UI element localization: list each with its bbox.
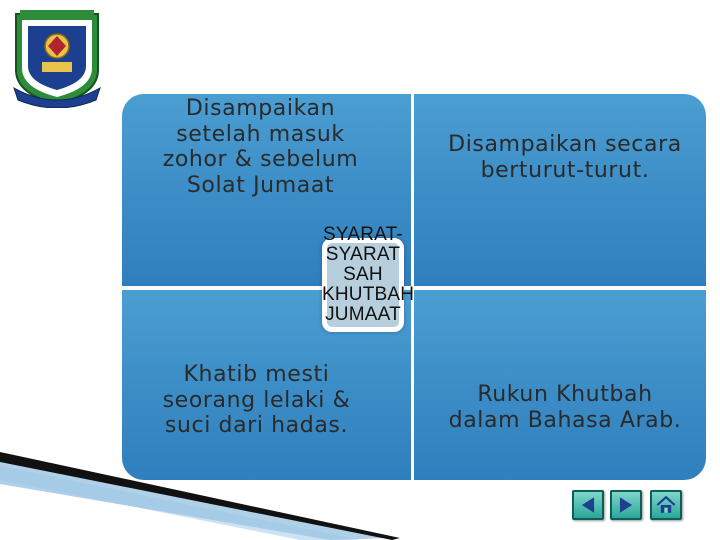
quadrant-bottom-right-text: Rukun Khutbah dalam Bahasa Arab. — [448, 382, 682, 433]
quadrant-top-right-text: Disampaikan secara berturut-turut. — [448, 132, 682, 183]
previous-slide-button[interactable] — [572, 490, 604, 520]
university-crest-logo — [8, 8, 106, 108]
quadrant-top-right — [414, 94, 706, 286]
quadrant-bottom-right — [414, 290, 706, 480]
quadrant-bottom-left-text: Khatib mesti seorang lelaki & suci dari hadas. — [162, 362, 351, 439]
center-title: SYARAT- SYARAT SAH KHUTBAH JUMAAT — [322, 224, 415, 325]
home-icon — [652, 492, 680, 518]
quadrant-top-left-text: Disampaikan setelah masuk zohor & sebelum Solat Jumaat — [162, 96, 359, 199]
home-button[interactable] — [650, 490, 682, 520]
triangle-left-icon — [574, 492, 602, 518]
next-slide-button[interactable] — [610, 490, 642, 520]
triangle-right-icon — [612, 492, 640, 518]
